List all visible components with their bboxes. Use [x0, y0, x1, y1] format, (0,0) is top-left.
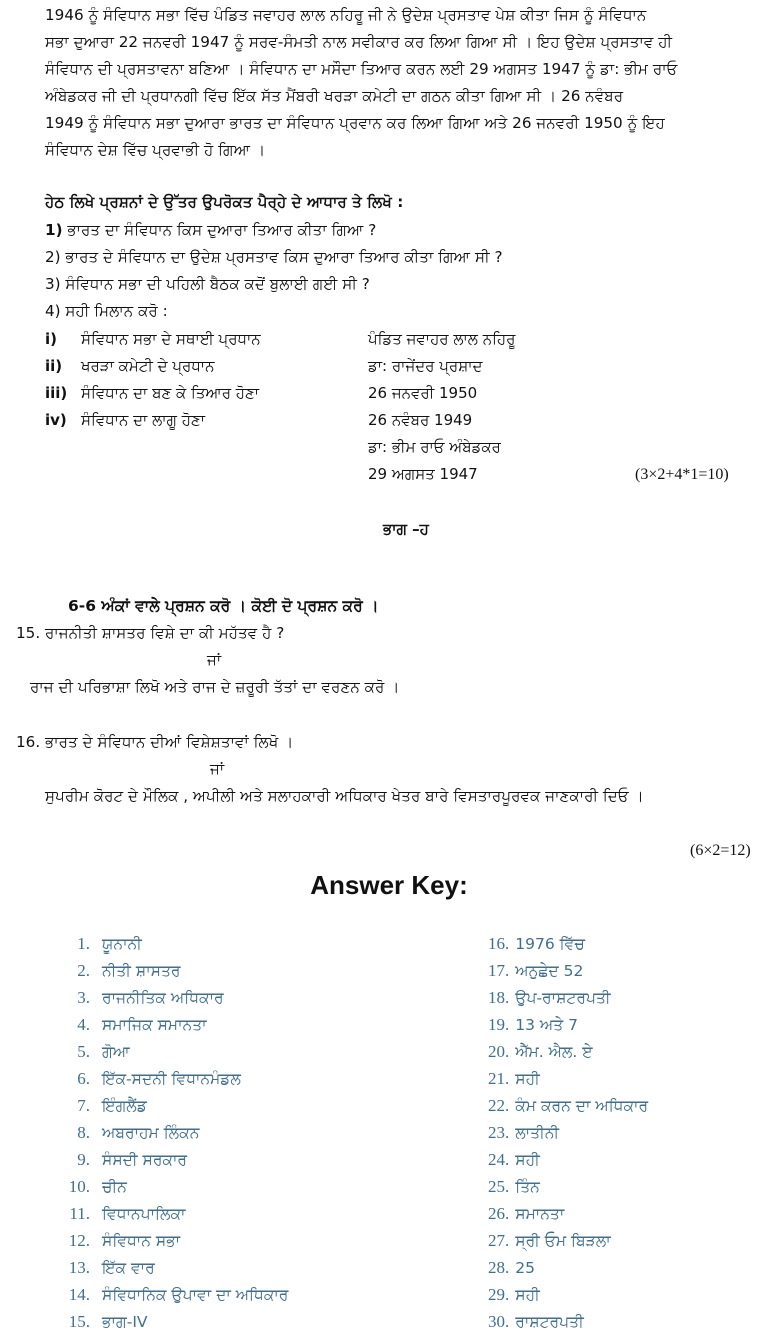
answer-number: 28.	[488, 1258, 510, 1277]
answer-item	[60, 1204, 185, 1224]
answer-item	[488, 934, 585, 954]
answer-item	[60, 1042, 130, 1062]
passage-line: ਸੰਵਿਧਾਨ ਦੇਸ਼ ਵਿੱਚ ਪ੍ਰਵਾਭੀ ਹੋ ਗਿਆ ।	[45, 141, 266, 159]
answer-item	[488, 988, 611, 1008]
answer-item	[488, 1042, 593, 1062]
answer-text: 13 ਅਤੇ 7	[515, 1016, 578, 1034]
answer-number: 9.	[77, 1150, 90, 1169]
answer-number: 19.	[488, 1015, 510, 1034]
answer-item	[488, 1015, 578, 1035]
answer-text: ਸੰਵਿਧਾਨਿਕ ਉਪਾਵਾ ਦਾ ਅਧਿਕਾਰ	[102, 1286, 289, 1304]
answer-number: 17.	[488, 961, 510, 980]
answer-text: ਸਹੀ	[515, 1286, 540, 1304]
answer-text: ਐੱਮ. ਐਲ. ਏ	[515, 1043, 593, 1061]
match-left-item: ਸੰਵਿਧਾਨ ਸਭਾ ਦੇ ਸਥਾਈ ਪ੍ਰਧਾਨ	[81, 330, 261, 348]
answer-item	[60, 1123, 199, 1143]
answer-number: 14.	[68, 1285, 90, 1304]
answer-number: 27.	[488, 1231, 510, 1250]
answer-number: 8.	[77, 1123, 90, 1142]
answer-text: ਰਾਜਨੀਤਿਕ ਅਧਿਕਾਰ	[102, 989, 224, 1007]
answer-text: ਲਾਤੀਨੀ	[515, 1124, 560, 1142]
answer-item	[60, 934, 142, 954]
answer-item	[60, 1015, 207, 1035]
answer-text: ਰਾਸ਼ਟਰਪਤੀ	[515, 1313, 584, 1331]
match-number: i)	[45, 330, 57, 348]
answer-text: ਸਹੀ	[515, 1070, 540, 1088]
questions-instruction: ਹੇਠ ਲਿਖੇ ਪ੍ਰਸ਼ਨਾਂ ਦੇ ਉੱਤਰ ਉਪਰੋਕਤ ਪੈਰ੍ਹੇ ਦੇ ਆਧਾਰ ਤੇ ਲਿਖੋ :	[45, 193, 404, 211]
question-number: 4)	[45, 302, 61, 320]
question-16-alternative: ਸੁਪਰੀਮ ਕੋਰਟ ਦੇ ਮੌਲਿਕ , ਅਪੀਲੀ ਅਤੇ ਸਲਾਹਕਾਰੀ ਅਧਿਕਾਰ ਖੇਤਰ ਬਾਰੇ ਵਿਸਤਾਰਪੂਰਵਕ ਜਾਣਕਾਰੀ ਦਿਓ ।	[45, 787, 644, 805]
match-left-item: ਸੰਵਿਧਾਨ ਦਾ ਲਾਗੂ ਹੋਣਾ	[81, 411, 205, 429]
match-left-item: ਖਰੜਾ ਕਮੇਟੀ ਦੇ ਪ੍ਰਧਾਨ	[81, 357, 215, 375]
answer-text: ਇੱਕ-ਸਦਨੀ ਵਿਧਾਨਮੰਡਲ	[102, 1070, 241, 1088]
question-item	[45, 221, 376, 240]
match-number: ii)	[45, 357, 63, 375]
section-instruction: 6-6 ਅੰਕਾਂ ਵਾਲੇ ਪ੍ਰਸ਼ਨ ਕਰੋ । ਕੋਈ ਦੋ ਪ੍ਰਸ਼ਨ ਕਰੋ ।	[68, 597, 379, 615]
question-item	[45, 275, 370, 294]
answer-number: 11.	[69, 1204, 90, 1223]
match-right-item: ਡਾ: ਭੀਮ ਰਾਓ ਅੰਬੇਡਕਰ	[368, 438, 501, 456]
answer-text: ਯੂਨਾਨੀ	[102, 935, 142, 953]
question-number: 1)	[45, 221, 63, 239]
answer-item	[60, 1231, 180, 1251]
answer-number: 2.	[77, 961, 90, 980]
answer-item	[60, 1150, 187, 1170]
question-item	[45, 302, 168, 321]
answer-item	[60, 1177, 127, 1197]
answer-text: ਗੋਆ	[102, 1043, 130, 1061]
section-title: ਭਾਗ –ਹ	[383, 520, 429, 538]
answer-text: ਵਿਧਾਨਪਾਲਿਕਾ	[102, 1205, 186, 1223]
answer-number: 29.	[488, 1285, 510, 1304]
answer-text: ਚੀਨ	[102, 1178, 127, 1196]
match-right-item: 26 ਜਨਵਰੀ 1950	[368, 384, 478, 402]
question-text: ਸਹੀ ਮਿਲਾਨ ਕਰੋ :	[65, 302, 168, 320]
answer-item	[488, 1123, 559, 1143]
answer-text: ਅਬਰਾਹਮ ਲਿੰਕਨ	[102, 1124, 200, 1142]
answer-number: 12.	[68, 1231, 90, 1250]
answer-item	[488, 1096, 648, 1116]
answer-number: 16.	[488, 934, 510, 953]
answer-number: 15.	[68, 1312, 90, 1331]
passage-line: 1946 ਨੂੰ ਸੰਵਿਧਾਨ ਸਭਾ ਵਿੱਚ ਪੰਡਿਤ ਜਵਾਹਰ ਲਾਲ ਨਹਿਰੂ ਜੀ ਨੇ ਉਦੇਸ਼ ਪ੍ਰਸਤਾਵ ਪੇਸ਼ ਕੀਤਾ ਜਿਸ ਨੂੰ ਸੰਵਿਧਾਨ	[45, 6, 647, 24]
answer-number: 4.	[77, 1015, 90, 1034]
question-number: 3)	[45, 275, 61, 293]
question-text: ਭਾਰਤ ਦੇ ਸੰਵਿਧਾਨ ਦਾ ਉਦੇਸ਼ ਪ੍ਰਸਤਾਵ ਕਿਸ ਦੁਆਰਾ ਤਿਆਰ ਕੀਤਾ ਗਿਆ ਸੀ ?	[65, 248, 503, 266]
answer-number: 1.	[77, 934, 90, 953]
question-text: ਭਾਰਤ ਦਾ ਸੰਵਿਧਾਨ ਕਿਸ ਦੁਆਰਾ ਤਿਆਰ ਕੀਤਾ ਗਿਆ ?	[67, 221, 377, 239]
marks-label: (6×2=12)	[690, 842, 751, 859]
answer-number: 18.	[488, 988, 510, 1007]
answer-key-title: Answer Key:	[310, 870, 468, 900]
question-item	[45, 248, 503, 267]
answer-number: 23.	[488, 1123, 510, 1142]
answer-item	[60, 1258, 155, 1278]
answer-number: 25.	[488, 1177, 510, 1196]
question-text: ਸੰਵਿਧਾਨ ਸਭਾ ਦੀ ਪਹਿਲੀ ਬੈਠਕ ਕਦੋਂ ਬੁਲਾਈ ਗਈ ਸੀ ?	[65, 275, 370, 293]
answer-text: 25	[515, 1259, 535, 1277]
question-number: 2)	[45, 248, 61, 266]
answer-item	[60, 1285, 288, 1305]
passage-line: ਅੰਬੇਡਕਰ ਜੀ ਦੀ ਪ੍ਰਧਾਨਗੀ ਵਿੱਚ ਇੱਕ ਸੱਤ ਮੈਂਬਰੀ ਖਰੜਾ ਕਮੇਟੀ ਦਾ ਗਠਨ ਕੀਤਾ ਗਿਆ ਸੀ । 26 ਨਵੰਬਰ	[45, 87, 624, 105]
answer-number: 3.	[77, 988, 90, 1007]
answer-number: 13.	[68, 1258, 90, 1277]
match-left-item: ਸੰਵਿਧਾਨ ਦਾ ਬਣ ਕੇ ਤਿਆਰ ਹੋਣਾ	[81, 384, 260, 402]
answer-text: ਸ੍ਰੀ ਓਮ ਬਿੜਲਾ	[515, 1232, 611, 1250]
answer-item	[488, 1312, 584, 1332]
question-15: 15. ਰਾਜਨੀਤੀ ਸ਼ਾਸਤਰ ਵਿਸ਼ੇ ਦਾ ਕੀ ਮਹੱਤਵ ਹੈ ?	[16, 624, 285, 642]
answer-number: 6.	[77, 1069, 90, 1088]
answer-number: 30.	[488, 1312, 510, 1331]
answer-number: 21.	[488, 1069, 510, 1088]
question-15-alternative: ਰਾਜ ਦੀ ਪਰਿਭਾਸ਼ਾ ਲਿਖੋ ਅਤੇ ਰਾਜ ਦੇ ਜ਼ਰੂਰੀ ਤੱਤਾਂ ਦਾ ਵਰਣਨ ਕਰੋ ।	[30, 678, 400, 696]
answer-item	[488, 1177, 540, 1197]
answer-item	[488, 1285, 540, 1305]
answer-text: ਸਮਾਨਤਾ	[515, 1205, 565, 1223]
answer-number: 26.	[488, 1204, 510, 1223]
answer-text: ਇੱਕ ਵਾਰ	[102, 1259, 155, 1277]
answer-item	[488, 961, 583, 981]
answer-number: 5.	[77, 1042, 90, 1061]
answer-text: ਸੰਵਿਧਾਨ ਸਭਾ	[102, 1232, 181, 1250]
question-16: 16. ਭਾਰਤ ਦੇ ਸੰਵਿਧਾਨ ਦੀਆਂ ਵਿਸ਼ੇਸ਼ਤਾਵਾਂ ਲਿਖੋ ।	[16, 733, 294, 751]
answer-number: 10.	[68, 1177, 90, 1196]
answer-text: ਨੀਤੀ ਸ਼ਾਸਤਰ	[102, 962, 181, 980]
answer-item	[488, 1150, 540, 1170]
passage-line: ਸਭਾ ਦੁਆਰਾ 22 ਜਨਵਰੀ 1947 ਨੂੰ ਸਰਵ-ਸੰਮਤੀ ਨਾਲ ਸਵੀਕਾਰ ਕਰ ਲਿਆ ਗਿਆ ਸੀ । ਇਹ ਉਦੇਸ਼ ਪ੍ਰਸਤਾਵ ਹੀ	[45, 33, 673, 51]
match-number: iv)	[45, 411, 67, 429]
answer-item	[488, 1204, 564, 1224]
answer-text: ਸਮਾਜਿਕ ਸਮਾਨਤਾ	[102, 1016, 207, 1034]
answer-item	[488, 1258, 535, 1278]
answer-text: 1976 ਵਿੱਚ	[515, 935, 585, 953]
answer-text: ਭਾਗ-IV	[102, 1313, 148, 1331]
marks-label: (3×2+4*1=10)	[635, 466, 729, 483]
answer-text: ਉਪ-ਰਾਸ਼ਟਰਪਤੀ	[515, 989, 611, 1007]
match-number: iii)	[45, 384, 68, 402]
answer-item	[488, 1069, 540, 1089]
answer-text: ਸੰਸਦੀ ਸਰਕਾਰ	[102, 1151, 188, 1169]
match-right-item: 26 ਨਵੰਬਰ 1949	[368, 411, 473, 429]
passage-line: 1949 ਨੂੰ ਸੰਵਿਧਾਨ ਸਭਾ ਦੁਆਰਾ ਭਾਰਤ ਦਾ ਸੰਵਿਧਾਨ ਪ੍ਰਵਾਨ ਕਰ ਲਿਆ ਗਿਆ ਅਤੇ 26 ਜਨਵਰੀ 1950 ਨੂੰ ਇਹ	[45, 114, 665, 132]
match-right-item: ਪੰਡਿਤ ਜਵਾਹਰ ਲਾਲ ਨਹਿਰੂ	[368, 330, 516, 348]
answer-number: 24.	[488, 1150, 510, 1169]
answer-item	[60, 1096, 147, 1116]
answer-text: ਸਹੀ	[515, 1151, 540, 1169]
match-right-item: 29 ਅਗਸਤ 1947	[368, 465, 478, 483]
or-label: ਜਾਂ	[207, 651, 222, 669]
answer-item	[60, 1312, 148, 1332]
match-right-item: ਡਾ: ਰਾਜੇਂਦਰ ਪ੍ਰਸ਼ਾਦ	[368, 357, 483, 375]
answer-item	[60, 988, 224, 1008]
answer-item	[60, 961, 180, 981]
answer-text: ਤਿੰਨ	[515, 1178, 540, 1196]
answer-item	[488, 1231, 611, 1251]
passage-line: ਸੰਵਿਧਾਨ ਦੀ ਪ੍ਰਸਤਾਵਨਾ ਬਣਿਆ । ਸੰਵਿਧਾਨ ਦਾ ਮਸੌਦਾ ਤਿਆਰ ਕਰਨ ਲਈ 29 ਅਗਸਤ 1947 ਨੂੰ ਡਾ: ਭੀਮ ਰਾਓ	[45, 60, 678, 78]
answer-text: ਇੰਗਲੈਂਡ	[102, 1097, 147, 1115]
answer-number: 22.	[488, 1096, 510, 1115]
answer-number: 20.	[488, 1042, 510, 1061]
or-label: ਜਾਂ	[210, 760, 225, 778]
answer-item	[60, 1069, 241, 1089]
answer-number: 7.	[77, 1096, 90, 1115]
answer-text: ਅਨੁਛੇਦ 52	[515, 962, 584, 980]
answer-text: ਕੰਮ ਕਰਨ ਦਾ ਅਧਿਕਾਰ	[515, 1097, 649, 1115]
